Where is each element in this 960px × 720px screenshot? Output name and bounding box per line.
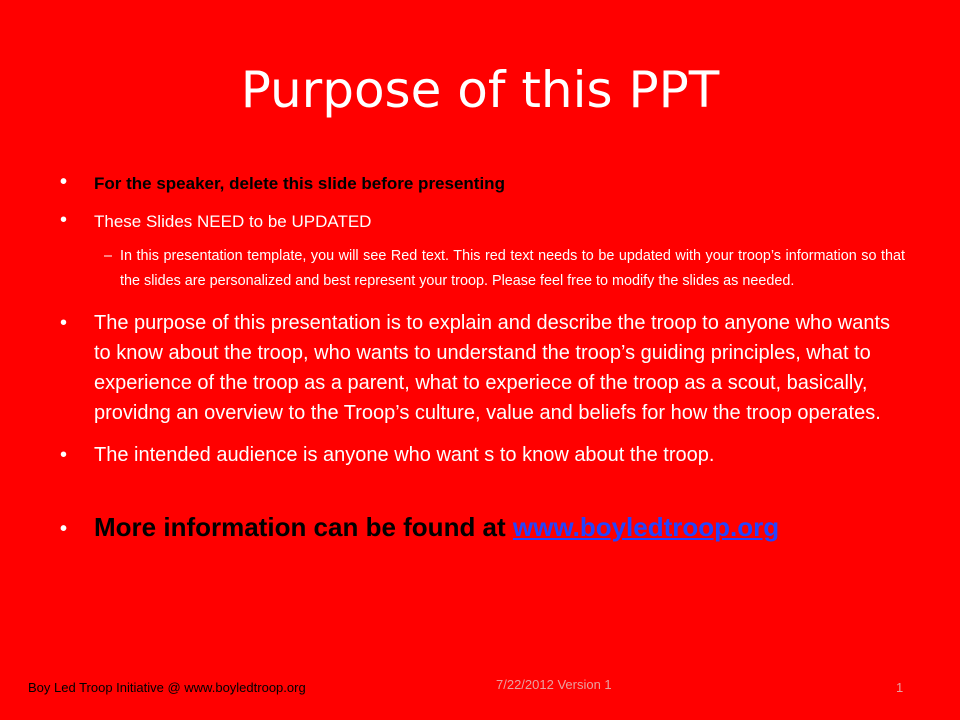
sub-bullet-update-detail xyxy=(60,244,905,294)
bullet-text: These Slides NEED to be UPDATED xyxy=(94,212,372,231)
bullet-dot: • xyxy=(60,171,68,193)
bullet-dot: • xyxy=(60,312,68,334)
sub-bullet-text: In this presentation template, you will see Red text. This red text needs to be updated with your troop’s information so that the slides are personalized and best represent your troop. Please feel free to modify the slides as needed. xyxy=(120,248,905,289)
bullet-text: The intended audience is anyone who want s to know about the troop. xyxy=(94,444,715,466)
slide-body xyxy=(60,172,905,544)
more-info-prefix: More information can be found at xyxy=(94,512,513,542)
slide-title: Purpose of this PPT xyxy=(240,61,720,119)
bullet-audience xyxy=(60,440,905,470)
footer-left: Boy Led Troop Initiative @ www.boyledtroop.org xyxy=(28,680,306,695)
more-info-link[interactable]: www.boyledtroop.org xyxy=(512,512,780,542)
bullet-purpose xyxy=(60,308,905,428)
bullet-dot: • xyxy=(60,518,68,540)
bullet-text: The purpose of this presentation is to explain and describe the troop to anyone who wants to know about the troop, who wants to understand the troop’s guiding principles, what to experience of the troop as a parent, what to experiece of the troop as a scout, basically, providng an overview to the Troop’s culture, value and beliefs for how the troop operates. xyxy=(94,312,891,424)
page-number: 1 xyxy=(896,680,904,695)
bullet-dot: • xyxy=(60,209,68,231)
bullet-more-info xyxy=(60,510,905,544)
sub-bullet-dash: – xyxy=(104,248,113,264)
bullet-update-note xyxy=(60,210,905,234)
footer-date-version: 7/22/2012 Version 1 xyxy=(496,677,612,692)
bullet-speaker-note xyxy=(60,172,905,196)
bullet-dot: • xyxy=(60,444,68,466)
bullet-text: For the speaker, delete this slide before presenting xyxy=(94,174,505,193)
